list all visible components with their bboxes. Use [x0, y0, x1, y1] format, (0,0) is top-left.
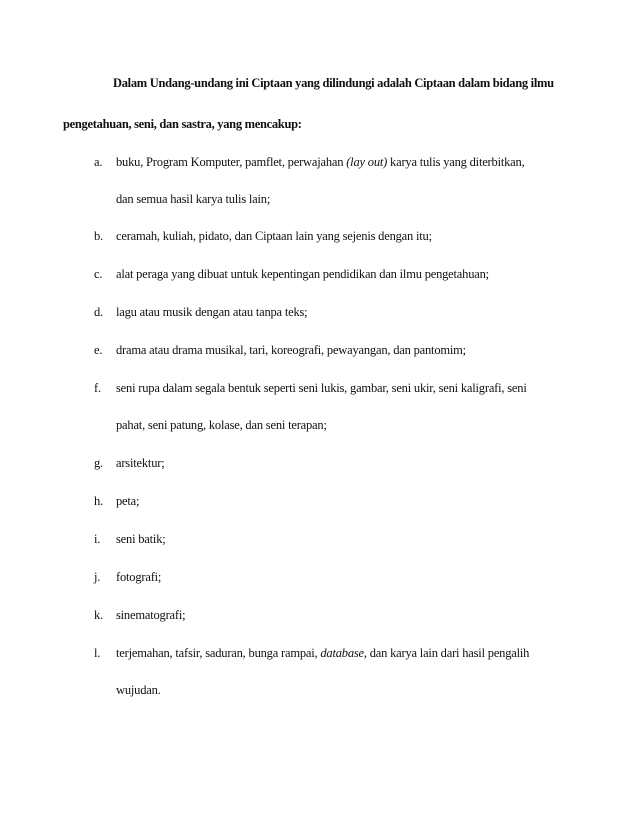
list-item-text: sinematografi; — [116, 608, 186, 622]
list-item-text — [116, 155, 525, 170]
list-marker: k. — [94, 608, 103, 622]
text-run: karya tulis yang diterbitkan, — [387, 155, 525, 169]
italic-term: (lay out) — [346, 155, 388, 169]
list-marker: b. — [94, 229, 103, 243]
intro-line-1: Dalam Undang-undang ini Ciptaan yang dilindungi adalah Ciptaan dalam bidang ilmu — [113, 76, 554, 90]
intro-line-2: pengetahuan, seni, dan sastra, yang mencakup: — [63, 117, 302, 131]
text-run: dan karya lain dari hasil pengalih — [366, 646, 530, 660]
list-item-text — [116, 646, 529, 661]
list-item-text: drama atau drama musikal, tari, koreografi, pewayangan, dan pantomim; — [116, 343, 466, 357]
list-marker: g. — [94, 456, 103, 470]
text-run: buku, Program Komputer, pamflet, perwajahan — [116, 155, 347, 169]
list-marker: c. — [94, 267, 103, 281]
list-item-text: lagu atau musik dengan atau tanpa teks; — [116, 305, 308, 319]
list-marker: e. — [94, 343, 103, 357]
list-marker: h. — [94, 494, 103, 508]
list-item-continuation: wujudan. — [116, 683, 161, 697]
list-marker: d. — [94, 305, 103, 319]
text-run: terjemahan, tafsir, saduran, bunga rampai, — [116, 646, 321, 660]
list-item-continuation: pahat, seni patung, kolase, dan seni terapan; — [116, 418, 327, 432]
italic-term: database, — [320, 646, 367, 660]
list-marker: a. — [94, 155, 103, 169]
list-item-continuation: dan semua hasil karya tulis lain; — [116, 192, 271, 206]
list-item-text: seni batik; — [116, 532, 166, 546]
list-marker: l. — [94, 646, 101, 660]
list-item-text: fotografi; — [116, 570, 162, 584]
list-marker: i. — [94, 532, 101, 546]
list-item-text: seni rupa dalam segala bentuk seperti seni lukis, gambar, seni ukir, seni kaligrafi, seni — [116, 381, 527, 395]
list-marker: j. — [94, 570, 101, 584]
list-item-text: alat peraga yang dibuat untuk kepentingan pendidikan dan ilmu pengetahuan; — [116, 267, 489, 281]
list-item-text: arsitektur; — [116, 456, 165, 470]
list-item-text: ceramah, kuliah, pidato, dan Ciptaan lain yang sejenis dengan itu; — [116, 229, 432, 243]
list-marker: f. — [94, 381, 101, 395]
list-item-text: peta; — [116, 494, 140, 508]
